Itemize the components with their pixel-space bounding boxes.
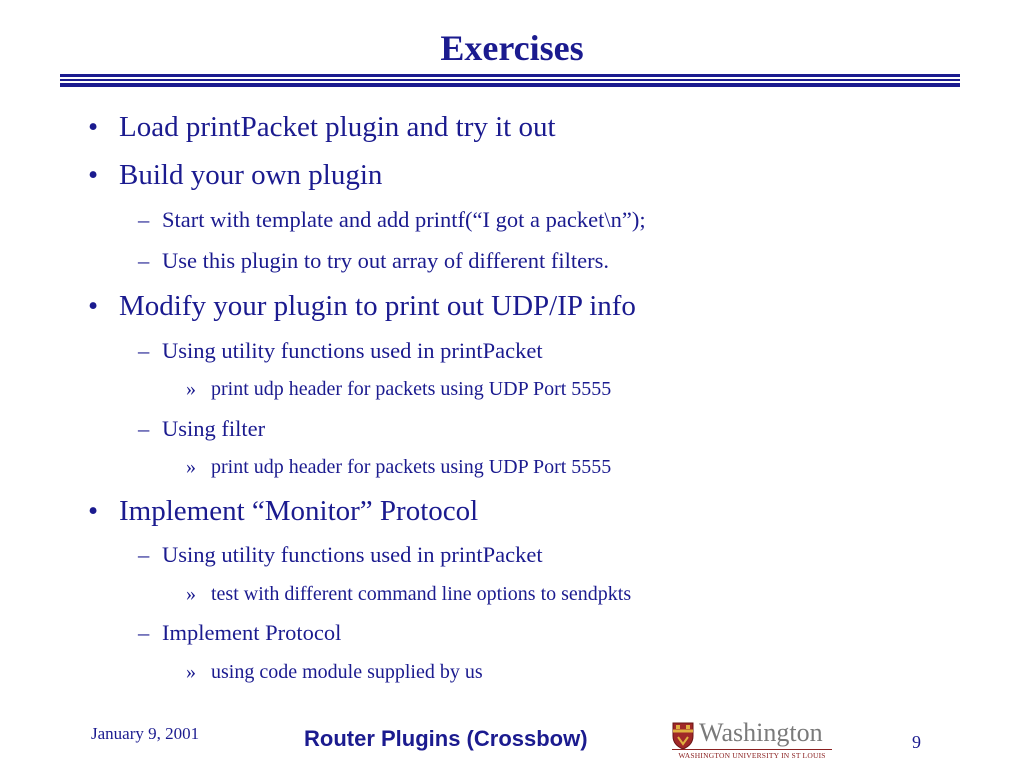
sub-sub-bullet-text: test with different command line options to sendpkts [211,583,632,605]
sub-sub-bullet-text: print udp header for packets using UDP Port 5555 [211,378,612,400]
chevron-marker: » [186,661,196,683]
sub-bullet-text: Using utility functions used in printPacket [162,542,543,567]
chevron-marker: » [186,456,196,478]
title-rule-middle [60,79,960,81]
title-rule-top [60,74,960,77]
dash-marker: – [138,207,150,232]
footer-date: January 9, 2001 [91,724,200,743]
sub-bullet-text: Using filter [162,416,266,441]
bullet-marker: • [88,111,99,143]
sub-sub-bullet-text: using code module supplied by us [211,661,483,683]
dash-marker: – [138,248,150,273]
slide-title: Exercises [440,28,584,68]
sub-bullet-text: Start with template and add printf(“I got a packet\n”); [162,207,646,232]
bullet-text: Implement “Monitor” Protocol [119,495,479,527]
logo-subtitle: WASHINGTON UNIVERSITY IN ST LOUIS [672,749,832,760]
sub-sub-bullet-text: print udp header for packets using UDP Port 5555 [211,456,612,478]
title-rule-bottom [60,83,960,87]
chevron-marker: » [186,378,196,400]
dash-marker: – [138,542,150,567]
bullet-text: Load printPacket plugin and try it out [119,111,556,143]
shield-icon [672,722,694,750]
bullet-marker: • [88,290,99,322]
dash-marker: – [138,620,150,645]
university-logo [672,718,832,762]
sub-bullet-text: Using utility functions used in printPacket [162,338,543,363]
sub-bullet-text: Use this plugin to try out array of different filters. [162,248,609,273]
footer-title: Router Plugins (Crossbow) [304,726,588,751]
bullet-text: Build your own plugin [119,159,383,191]
sub-bullet-text: Implement Protocol [162,620,342,645]
dash-marker: – [138,338,150,363]
page-number: 9 [912,732,921,752]
chevron-marker: » [186,583,196,605]
bullet-marker: • [88,159,99,191]
dash-marker: – [138,416,150,441]
bullet-marker: • [88,495,99,527]
logo-name: Washington [699,718,823,747]
bullet-text: Modify your plugin to print out UDP/IP info [119,290,636,322]
